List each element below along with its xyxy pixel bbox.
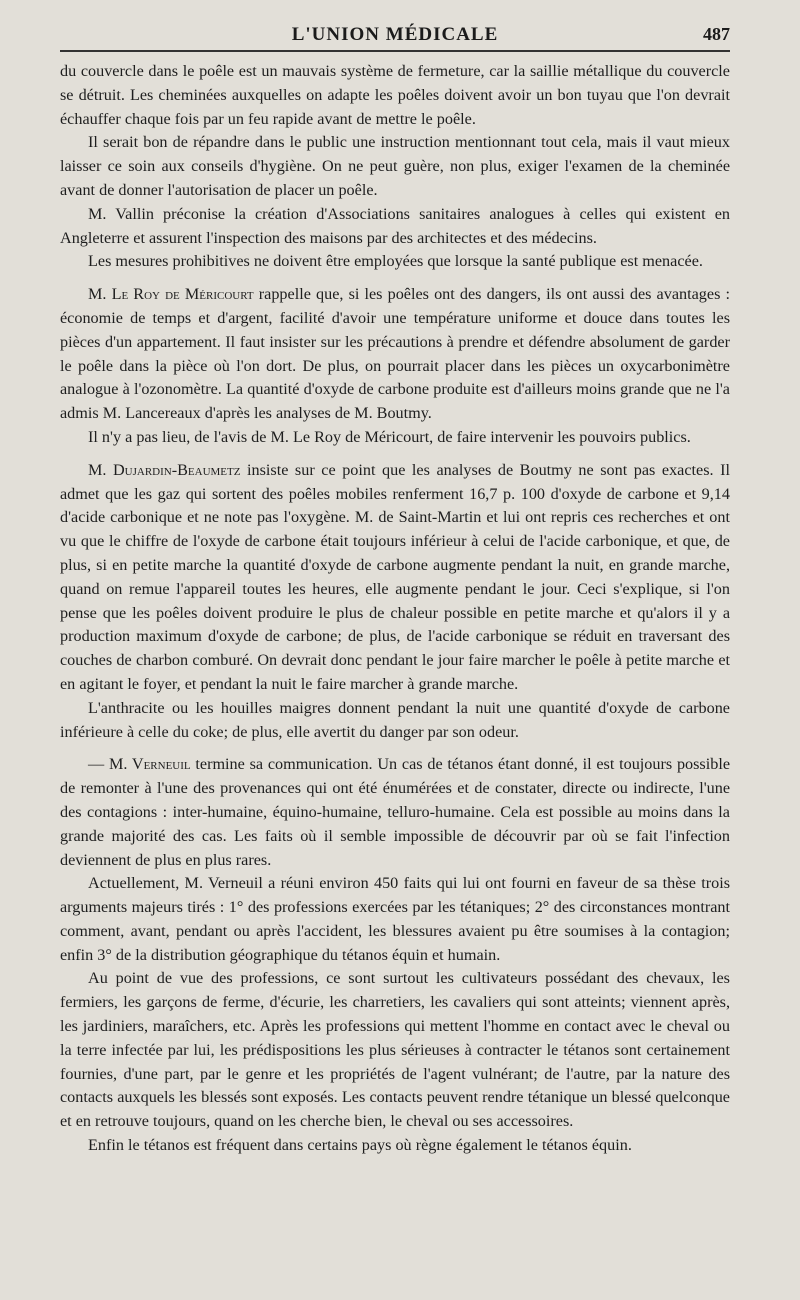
paragraph: Il n'y a pas lieu, de l'avis de M. Le Roy de Méricourt, de faire intervenir les pouvoirs publics. [88, 427, 691, 446]
speaker-name: M. Verneuil [108, 755, 191, 774]
paragraph: Actuellement, M. Verneuil a réuni environ 450 faits qui lui ont fourni en faveur de sa thèse trois arguments majeurs tirés : 1° des professions exercées par les tétaniques; 2° des circonstances montrant comment, avant, pendant ou après l'accident, les blessures avaient pu être soumises à la contagion; enfin 3° de la distribution géographique du tétanos équin et humain. [60, 874, 730, 964]
header-rule [60, 50, 730, 52]
speaker-name: M. [88, 204, 107, 223]
paragraph: Il serait bon de répandre dans le public une instruction mentionnant tout cela, mais il vaut mieux laisser ce soin aux conseils d'hygiène. On ne peut guère, non plus, exiger l'examen de la cheminée avant de donner l'autorisation de placer un poêle. [60, 133, 730, 199]
speaker-name: M. Dujardin-Beaumetz [88, 460, 241, 479]
paragraph: Au point de vue des professions, ce sont surtout les cultivateurs possédant des chevaux, les fermiers, les garçons de ferme, d'écurie, les charretiers, les cavaliers qui sont atteints; viennent après, les jardiniers, maraîchers, etc. Après les professions qui mettent l'homme en contact avec le cheval ou la terre infectée par lui, les prédispositions les plus sérieuses à contracter le tétanos sont certainement fournies, d'une part, par le genre et les propriétés de l'agent vulnérant; de l'autre, par la nature des contacts auxquels les blessés sont exposés. Les contacts peuvent rendre tétanique un blessé quelconque et en retrouve toujours, quand on les cherche bien, le cheval ou ses accessoires. [60, 969, 730, 1131]
paragraph: Enfin le tétanos est fréquent dans certains pays où règne également le tétanos équin. [88, 1136, 632, 1155]
paragraph: M. Vallin préconise la création d'Associations sanitaires analogues à celles qui existent en Angleterre et assurent l'inspection des maisons par des architectes et des médecins. [60, 204, 730, 247]
paragraph: L'anthracite ou les houilles maigres donnent pendant la nuit une quantité d'oxyde de carbone inférieure à celle du coke; de plus, elle avertit du danger par son odeur. [60, 698, 730, 741]
paragraph: du couvercle dans le poêle est un mauvais système de fermeture, car la saillie métallique du couvercle se détruit. Les cheminées auxquelles on adapte les poêles doivent avoir un bon tuyau que l'on devrait échauffer chaque fois par un feu rapide avant de mettre le poêle. [60, 62, 730, 128]
article-body [60, 60, 730, 1158]
paragraph: Les mesures prohibitives ne doivent être employées que lorsque la santé publique est menacée. [88, 252, 703, 271]
speaker-name: M. Le Roy de Méricourt [88, 285, 254, 304]
page-header [60, 20, 730, 52]
paragraph: M. Le Roy de Méricourt rappelle que, si les poêles ont des dangers, ils ont aussi des avantages : économie de temps et d'argent, facilité d'avoir une température uniforme et douce dans toutes les pièces d'un appartement. Il faut insister sur les précautions à prendre et défendre absolument de garder le poêle dans la pièce où l'on dort. De plus, on pourrait placer dans les pièces un oxycarbonimètre analogue à l'ozonomètre. La quantité d'oxyde de carbone produite est d'ailleurs moins grande que ne l'a admis M. Lancereaux d'après les analyses de M. Boutmy. [60, 285, 730, 423]
journal-title: L'UNION MÉDICALE [291, 24, 499, 45]
page-number: 487 [703, 24, 730, 44]
paragraph: — M. Verneuil termine sa communication. Un cas de tétanos étant donné, il est toujours possible de remonter à l'une des provenances qui ont été énumérées et de constater, directe ou indirecte, l'une des contagions : inter-humaine, équino-humaine, telluro-humaine. Cela est possible au moins dans la grande majorité des cas. Les faits où il semble impossible de découvrir par où se fait l'infection deviennent de plus en plus rares. [60, 755, 731, 869]
paragraph: M. Dujardin-Beaumetz insiste sur ce point que les analyses de Boutmy ne sont pas exactes. Il admet que les gaz qui sortent des poêles mobiles renferment 16,7 p. 100 d'oxyde de carbone et 9,14 d'acide carbonique et ne note pas l'oxygène. M. de Saint-Martin et lui ont repris ces recherches et ont vu que le chiffre de l'oxyde de carbone était toujours inférieur à celui de l'acide carbonique, et que, de plus, si en petite marche la quantité d'oxyde de carbone augmente pendant la nuit, en grande marche, quand on remue l'appareil toutes les heures, elle augmente pendant le jour. Ceci s'explique, si l'on pense que les poêles doivent produire le plus de chaleur possible en petite marche et qu'alors il y a production maximum d'oxyde de carbone; de plus, de l'acide carbonique se réduit en traversant des couches de charbon comburé. On devrait donc pendant le jour faire marcher le poêle à petite marche et en agitant le foyer, et pendant la nuit le faire marcher à grande marche. [60, 460, 730, 693]
